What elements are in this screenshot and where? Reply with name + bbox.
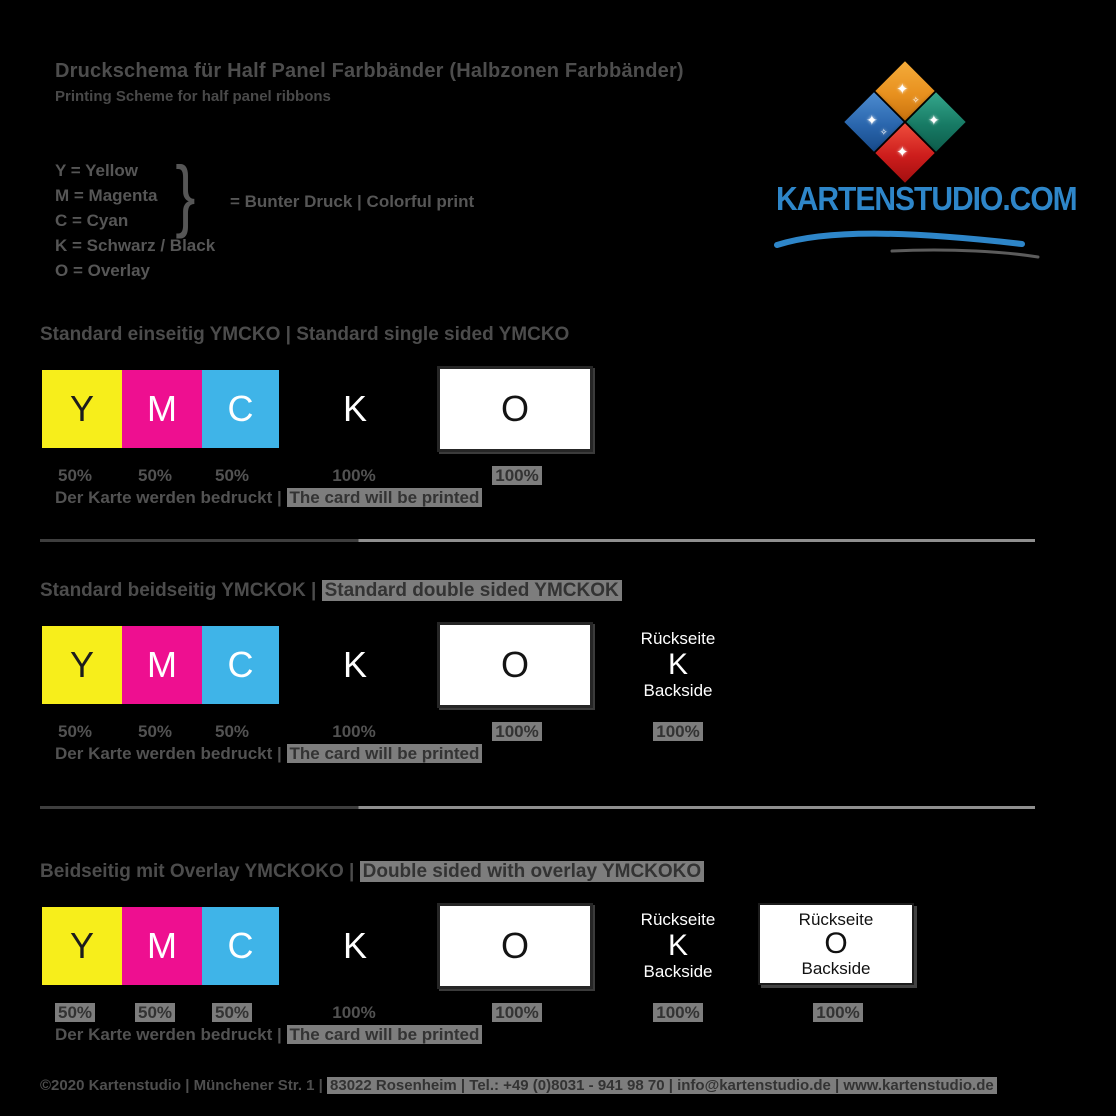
sparkle-icon: ✦ xyxy=(928,112,940,128)
percent-cyan: 50% xyxy=(214,722,250,741)
panel-backside-overlay xyxy=(758,903,914,985)
panel-label: K xyxy=(342,388,367,429)
logo-wordmark: KARTENSTUDIO.COM xyxy=(776,180,1077,218)
backside-letter: K xyxy=(667,648,688,681)
backside-line-de: Rückseite xyxy=(640,910,716,929)
percent-backside-k xyxy=(638,722,718,742)
sparkle-icon: ✧ xyxy=(880,127,888,137)
heading-english: Standard single sided YMCKO xyxy=(296,324,570,345)
caption-german: Der Karte werden bedruckt xyxy=(55,1025,273,1044)
backside-letter: O xyxy=(824,927,848,960)
section-ymckoko xyxy=(0,861,1116,1076)
percent-backside-overlay xyxy=(798,1003,878,1023)
legend-item-magenta: M = Magenta xyxy=(55,186,158,205)
panel-overlay xyxy=(437,622,593,708)
percent-backside-k xyxy=(638,1003,718,1023)
percent-black: 100% xyxy=(332,1003,376,1022)
percent-overlay xyxy=(475,466,559,486)
panel-overlay xyxy=(437,366,593,452)
page-subtitle: Printing Scheme for half panel ribbons xyxy=(55,88,331,105)
section-caption xyxy=(55,1025,482,1045)
brace-icon: } xyxy=(175,150,196,239)
footer xyxy=(40,1077,997,1094)
panel-label: K xyxy=(342,644,367,685)
percent-black: 100% xyxy=(332,466,376,485)
panel-backside-k xyxy=(618,624,738,706)
section-heading xyxy=(40,580,622,602)
section-heading xyxy=(40,861,704,883)
percent-overlay-value: 100% xyxy=(492,722,541,741)
sparkle-icon: ✧ xyxy=(912,95,920,105)
percent-yellow-value: 50% xyxy=(55,1003,95,1022)
backside-line-de: Rückseite xyxy=(640,629,716,648)
heading-separator: | xyxy=(285,324,291,345)
legend-item-overlay: O = Overlay xyxy=(55,261,150,280)
panel-black xyxy=(285,370,425,448)
percent-magenta: 50% xyxy=(137,722,173,741)
panel-label: O xyxy=(500,644,529,685)
percent-cyan-value: 50% xyxy=(212,1003,252,1022)
panel-yellow xyxy=(42,907,122,985)
percent-overlay xyxy=(475,1003,559,1023)
backside-line-en: Backside xyxy=(643,681,713,700)
percent-magenta: 50% xyxy=(137,466,173,485)
percent-black: 100% xyxy=(332,722,376,741)
percent-cyan: 50% xyxy=(214,466,250,485)
page-title: Druckschema für Half Panel Farbbänder (Halbzonen Farbbänder) xyxy=(55,60,684,82)
panel-black xyxy=(285,907,425,985)
caption-english: The card will be printed xyxy=(287,744,483,763)
caption-english: The card will be printed xyxy=(287,1025,483,1044)
panel-cyan xyxy=(202,370,279,448)
panel-label: C xyxy=(227,388,254,429)
panel-backside-k xyxy=(618,905,738,987)
panel-label: M xyxy=(147,925,177,966)
caption-separator: | xyxy=(277,744,282,763)
legend-item-black: K = Schwarz / Black xyxy=(55,236,216,255)
percent-cyan xyxy=(192,1003,272,1023)
percent-backside-k-value: 100% xyxy=(653,722,702,741)
section-caption xyxy=(55,488,482,508)
caption-german: Der Karte werden bedruckt xyxy=(55,744,273,763)
section-heading xyxy=(40,324,569,346)
caption-separator: | xyxy=(277,488,282,507)
backside-line-en: Backside xyxy=(643,962,713,981)
footer-contact: 83022 Rosenheim | Tel.: +49 (0)8031 - 941 98 70 | info@kartenstudio.de | www.kartenstudio.de xyxy=(327,1077,997,1094)
percent-yellow: 50% xyxy=(57,722,93,741)
panel-label: Y xyxy=(69,925,94,966)
panel-magenta xyxy=(122,907,202,985)
caption-german: Der Karte werden bedruckt xyxy=(55,488,273,507)
percent-overlay-value: 100% xyxy=(492,466,541,485)
percent-yellow xyxy=(35,1003,115,1023)
heading-english: Standard double sided YMCKOK xyxy=(322,580,622,601)
caption-separator: | xyxy=(277,1025,282,1044)
sparkle-icon: ✦ xyxy=(896,144,909,161)
heading-separator: | xyxy=(310,580,317,601)
backside-line-de: Rückseite xyxy=(798,910,874,929)
divider xyxy=(40,539,1035,542)
percent-backside-o-value: 100% xyxy=(813,1003,862,1022)
panel-overlay xyxy=(437,903,593,989)
legend-brace-note: = Bunter Druck | Colorful print xyxy=(230,192,475,211)
panel-label: Y xyxy=(69,388,94,429)
panel-label: M xyxy=(147,388,177,429)
panel-label: M xyxy=(147,644,177,685)
panel-label: O xyxy=(500,388,529,429)
swoosh-icon xyxy=(772,224,1042,262)
percent-magenta-value: 50% xyxy=(135,1003,175,1022)
heading-german: Standard beidseitig YMCKOK xyxy=(40,580,306,601)
heading-german: Beidseitig mit Overlay YMCKOKO xyxy=(40,861,344,882)
panel-cyan xyxy=(202,907,279,985)
section-ymckok xyxy=(0,580,1116,795)
panel-label: Y xyxy=(69,644,94,685)
panel-label: C xyxy=(227,925,254,966)
percent-overlay xyxy=(475,722,559,742)
backside-line-en: Backside xyxy=(801,959,871,978)
panel-cyan xyxy=(202,626,279,704)
panel-yellow xyxy=(42,370,122,448)
percent-overlay-value: 100% xyxy=(492,1003,541,1022)
sparkle-icon: ✦ xyxy=(866,112,878,128)
backside-letter: K xyxy=(667,929,688,962)
sparkle-icon: ✦ xyxy=(896,81,909,98)
percent-magenta xyxy=(115,1003,195,1023)
footer-copyright: ©2020 Kartenstudio | Münchener Str. 1 | xyxy=(40,1077,328,1094)
section-caption xyxy=(55,744,482,764)
panel-label: K xyxy=(342,925,367,966)
legend-item-yellow: Y = Yellow xyxy=(55,161,139,180)
panel-yellow xyxy=(42,626,122,704)
panel-label: C xyxy=(227,644,254,685)
percent-yellow: 50% xyxy=(57,466,93,485)
legend-item-cyan: C = Cyan xyxy=(55,211,129,230)
divider xyxy=(40,806,1035,809)
heading-separator: | xyxy=(349,861,355,882)
percent-backside-k-value: 100% xyxy=(653,1003,702,1022)
panel-magenta xyxy=(122,626,202,704)
caption-english: The card will be printed xyxy=(287,488,483,507)
panel-magenta xyxy=(122,370,202,448)
panel-label: O xyxy=(500,925,529,966)
heading-german: Standard einseitig YMCKO xyxy=(40,324,281,345)
panel-black xyxy=(285,626,425,704)
heading-english: Double sided with overlay YMCKOKO xyxy=(360,861,705,882)
section-ymcko xyxy=(0,324,1116,539)
